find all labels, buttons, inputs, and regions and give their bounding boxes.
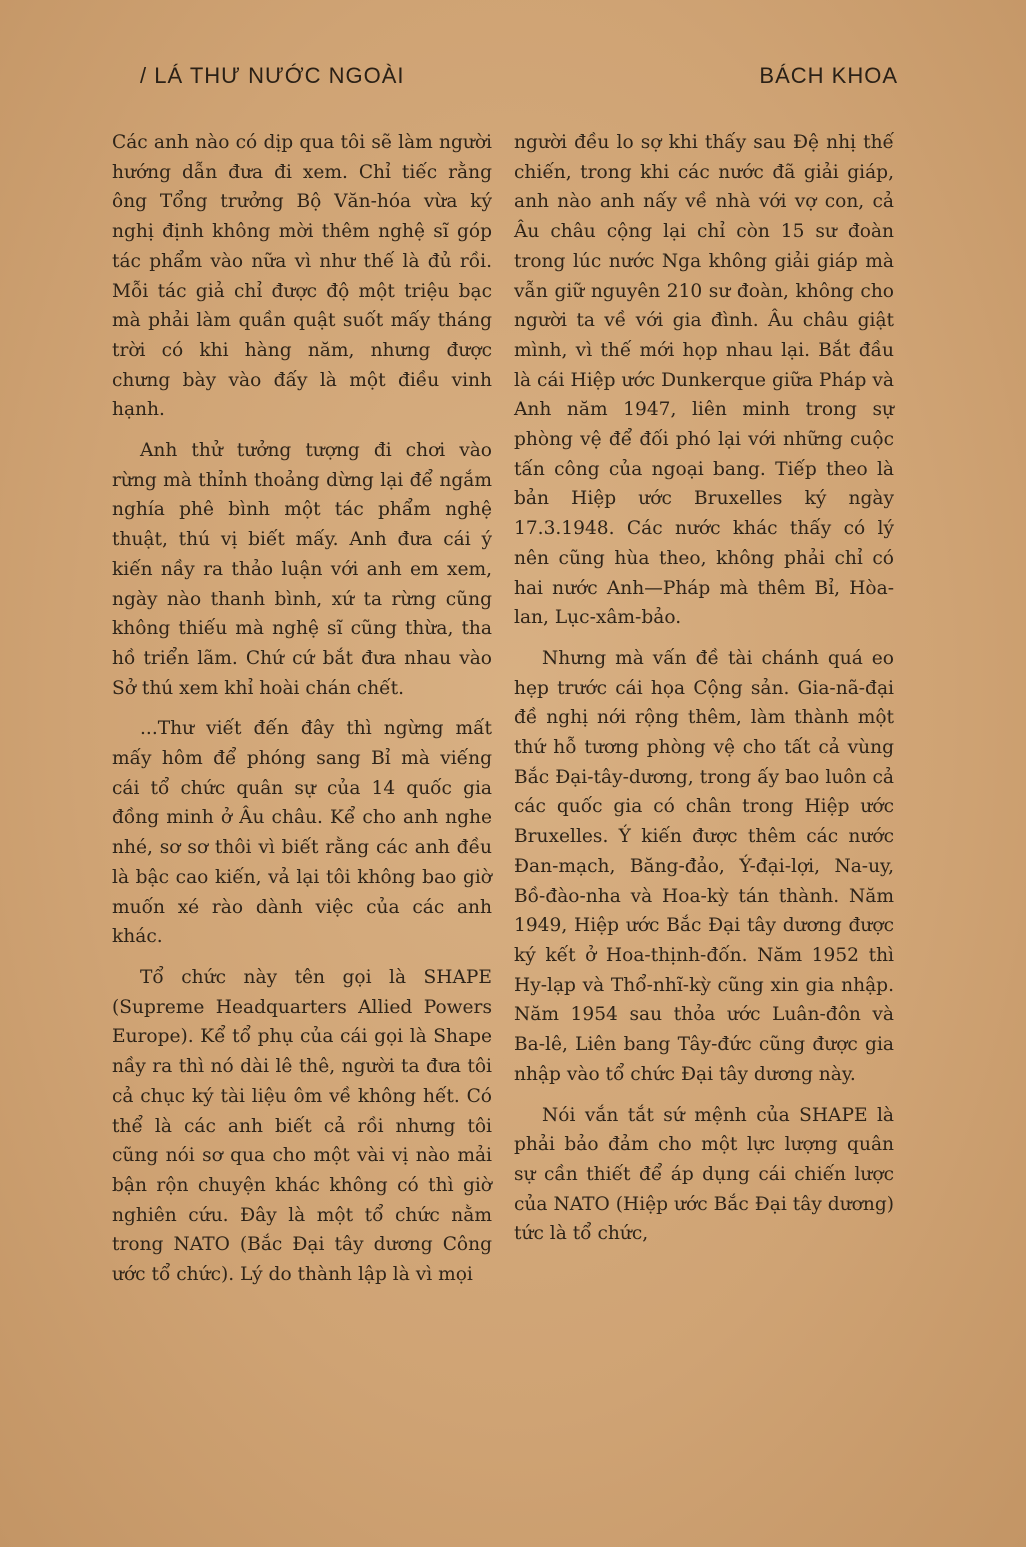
paragraph: Nói vắn tắt sứ mệnh của SHAPE là phải bảo đảm cho một lực lượng quân sự cần thiết để áp dụng cái chiến lược của NATO (Hiệp ước Bắc Đại tây dương) tức là tổ chức, [514, 1104, 894, 1245]
section-title: / LÁ THƯ NƯỚC NGOÀI [140, 63, 405, 88]
page-header [140, 58, 898, 94]
paragraph: người đều lo sợ khi thấy sau Đệ nhị thế chiến, trong khi các nước đã giải giáp, anh nào anh nấy về nhà với vợ con, cả Âu châu cộng lại chỉ còn 15 sư đoàn trong lúc nước Nga không giải giáp mà vẫn giữ nguyên 210 sư đoàn, không cho người ta về với gia đình. Âu châu giật mình, vì thế mới họp nhau lại. Bắt đầu là cái Hiệp ước Dunkerque giữa Pháp và Anh năm 1947, liên minh trong sự phòng vệ để đối phó lại với những cuộc tấn công của ngoại bang. Tiếp theo là bản Hiệp ước Bruxelles ký ngày 17.3.1948. Các nước khác thấy có lý nên cũng hùa theo, không phải chỉ có hai nước Anh—Pháp mà thêm Bỉ, Hòa-lan, Lục-xâm-bảo. [514, 132, 894, 629]
paragraph: Nhưng mà vấn đề tài chánh quá eo hẹp trước cái họa Cộng sản. Gia-nã-đại đề nghị nới rộng thêm, làm thành một thứ hỗ tương phòng vệ cho tất cả vùng Bắc Đại-tây-dương, trong ấy bao luôn cả các quốc gia có chân trong Hiệp ước Bruxelles. Ý kiến được thêm các nước Đan-mạch, Băng-đảo, Ý-đại-lợi, Na-uy, Bồ-đào-nha và Hoa-kỳ tán thành. Năm 1949, Hiệp ước Bắc Đại tây dương được ký kết ở Hoa-thịnh-đốn. Năm 1952 thì Hy-lạp và Thổ-nhĩ-kỳ cũng xin gia nhập. Năm 1954 sau thỏa ước Luân-đôn và Ba-lê, Liên bang Tây-đức cũng được gia nhập vào tổ chức Đại tây dương này. [514, 647, 894, 1085]
paragraph: Các anh nào có dịp qua tôi sẽ làm người hướng dẫn đưa đi xem. Chỉ tiếc rằng ông Tổng trưởng Bộ Văn-hóa vừa ký nghị định không mời thêm nghệ sĩ góp tác phẩm vào nữa vì như thế là đủ rồi. Mỗi tác giả chỉ được độ một triệu bạc mà phải làm quần quật suốt mấy tháng trời có khi hàng năm, nhưng được chưng bày vào đấy là một điều vinh hạnh. [112, 132, 492, 421]
right-column [514, 128, 894, 1260]
paragraph: Tổ chức này tên gọi là SHAPE (Supreme Headquarters Allied Powers Europe). Kể tổ phụ của cái gọi là Shape nầy ra thì nó dài lê thê, người ta đưa tôi cả chục ký tài liệu ôm về không hết. Có thể là các anh biết cả rồi nhưng tôi cũng nói sơ qua cho một vài vị nào mải bận rộn chuyện khác không có thì giờ nghiên cứu. Đây là một tổ chức nằm trong NATO (Bắc Đại tây dương Công ước tổ chức). Lý do thành lập là vì mọi [112, 966, 492, 1286]
paragraph: Anh thử tưởng tượng đi chơi vào rừng mà thỉnh thoảng dừng lại để ngắm nghía phê bình một tác phẩm nghệ thuật, thú vị biết mấy. Anh đưa cái ý kiến nầy ra thảo luận với anh em xem, ngày nào thanh bình, xứ ta rừng cũng không thiếu mà nghệ sĩ cũng thừa, tha hồ triển lãm. Chứ cứ bắt đưa nhau vào Sở thú xem khỉ hoài chán chết. [112, 440, 492, 699]
left-column [112, 128, 492, 1301]
magazine-title: BÁCH KHOA [759, 63, 898, 88]
paragraph: ...Thư viết đến đây thì ngừng mất mấy hôm để phóng sang Bỉ mà viếng cái tổ chức quân sự của 14 quốc gia đồng minh ở Âu châu. Kể cho anh nghe nhé, sơ sơ thôi vì biết rằng các anh đều là bậc cao kiến, vả lại tôi không bao giờ muốn xé rào dành việc của các anh khác. [112, 718, 492, 948]
